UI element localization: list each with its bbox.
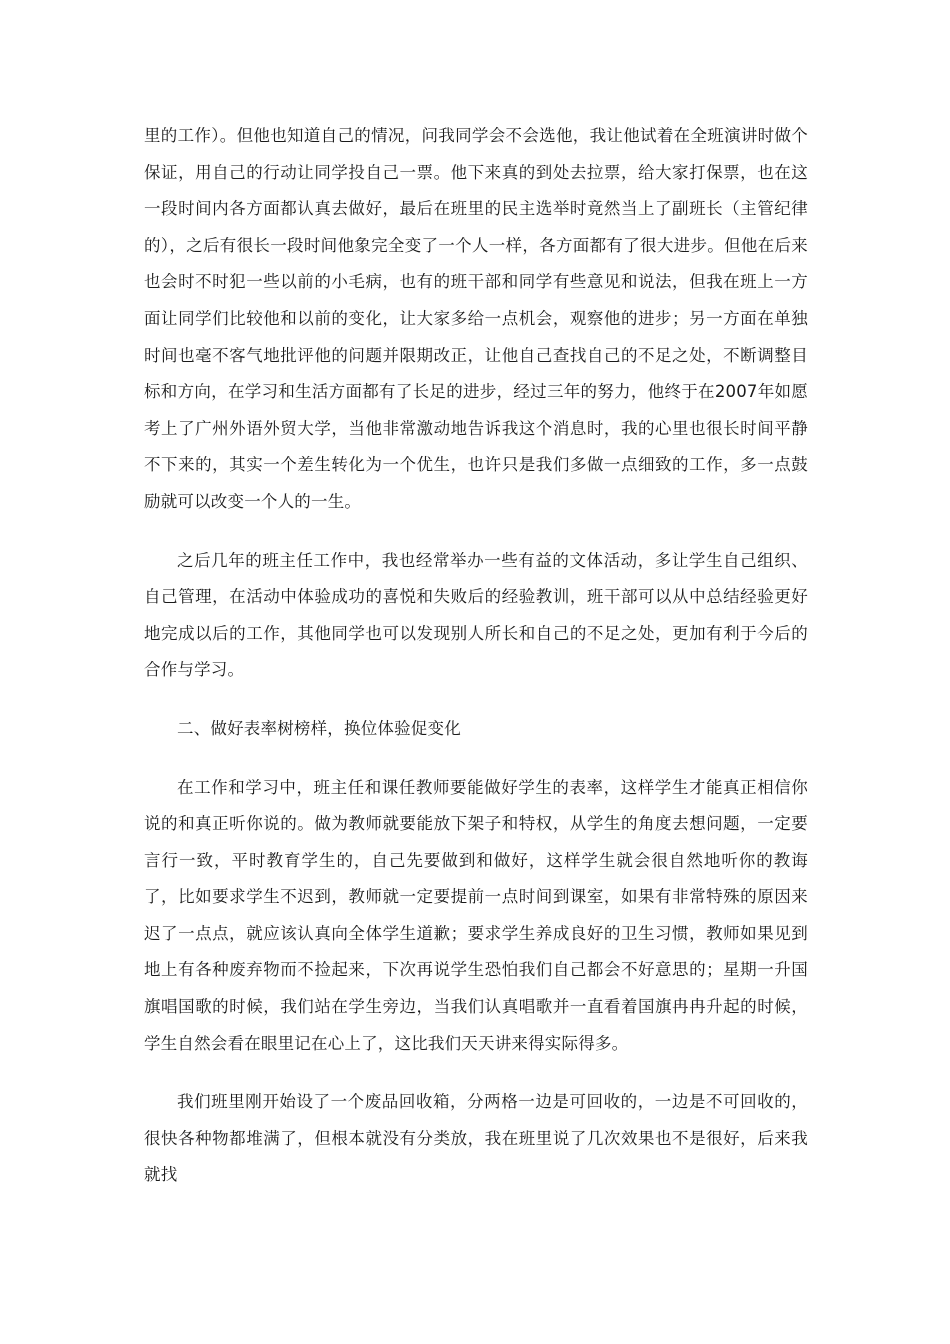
paragraph-1: 里的工作）。但他也知道自己的情况，问我同学会不会选他，我让他试着在全班演讲时做个保证，用自己的行动让同学投自己一票。他下来真的到处去拉票，给大家打保票，也在这一段时间内各方面都认真去做好，最后在班里的民主选举时竟然当上了副班长（主管纪律的），之后有很长一段时间他象完全变了一个人一样，各方面都有了很大进步。但他在后来也会时不时犯一些以前的小毛病，也有的班干部和同学有些意见和说法，但我在班上一方面让同学们比较他和以前的变化，让大家多给一点机会，观察他的进步；另一方面在单独时间也毫不客气地批评他的问题并限期改正，让他自己查找自己的不足之处，不断调整目标和方向，在学习和生活方面都有了长足的进步，经过三年的努力，他终于在2007年如愿考上了广州外语外贸大学，当他非常激动地告诉我这个消息时，我的心里也很长时间平静不下来的，其实一个差生转化为一个优生，也许只是我们多做一点细致的工作，多一点鼓励就可以改变一个人的一生。 xyxy=(144,126,808,511)
paragraph-gap xyxy=(144,1062,808,1084)
paragraph-4: 我们班里刚开始设了一个废品回收箱，分两格一边是可回收的，一边是不可回收的，很快各种物都堆满了，但根本就没有分类放，我在班里说了几次效果也不是很好，后来我就找 xyxy=(144,1092,808,1185)
paragraph-gap xyxy=(144,521,808,543)
paragraph-3: 在工作和学习中，班主任和课任教师要能做好学生的表率，这样学生才能真正相信你说的和真正听你说的。做为教师就要能放下架子和特权，从学生的角度去想问题，一定要言行一致，平时教育学生的，自己先要做到和做好，这样学生就会很自然地听你的教诲了，比如要求学生不迟到，教师就一定要提前一点时间到课室，如果有非常特殊的原因来迟了一点点，就应该认真向全体学生道歉；要求学生养成良好的卫生习惯，教师如果见到地上有各种废弃物而不捡起来，下次再说学生恐怕我们自己都会不好意思的；星期一升国旗唱国歌的时候，我们站在学生旁边，当我们认真唱歌并一直看着国旗冉冉升起的时候，学生自然会看在眼里记在心上了，这比我们天天讲来得实际得多。 xyxy=(144,777,808,1053)
section-heading: 二、做好表率树榜样，换位体验促变化 xyxy=(177,718,461,738)
paragraph-2: 之后几年的班主任工作中，我也经常举办一些有益的文体活动，多让学生自己组织、自己管理，在活动中体验成功的喜悦和失败后的经验教训，班干部可以从中总结经验更好地完成以后的工作，其他同学也可以发现别人所长和自己的不足之处，更加有利于今后的合作与学习。 xyxy=(144,550,808,680)
paragraph-gap xyxy=(144,748,808,770)
document-page xyxy=(144,118,808,1194)
paragraph-gap xyxy=(144,689,808,711)
